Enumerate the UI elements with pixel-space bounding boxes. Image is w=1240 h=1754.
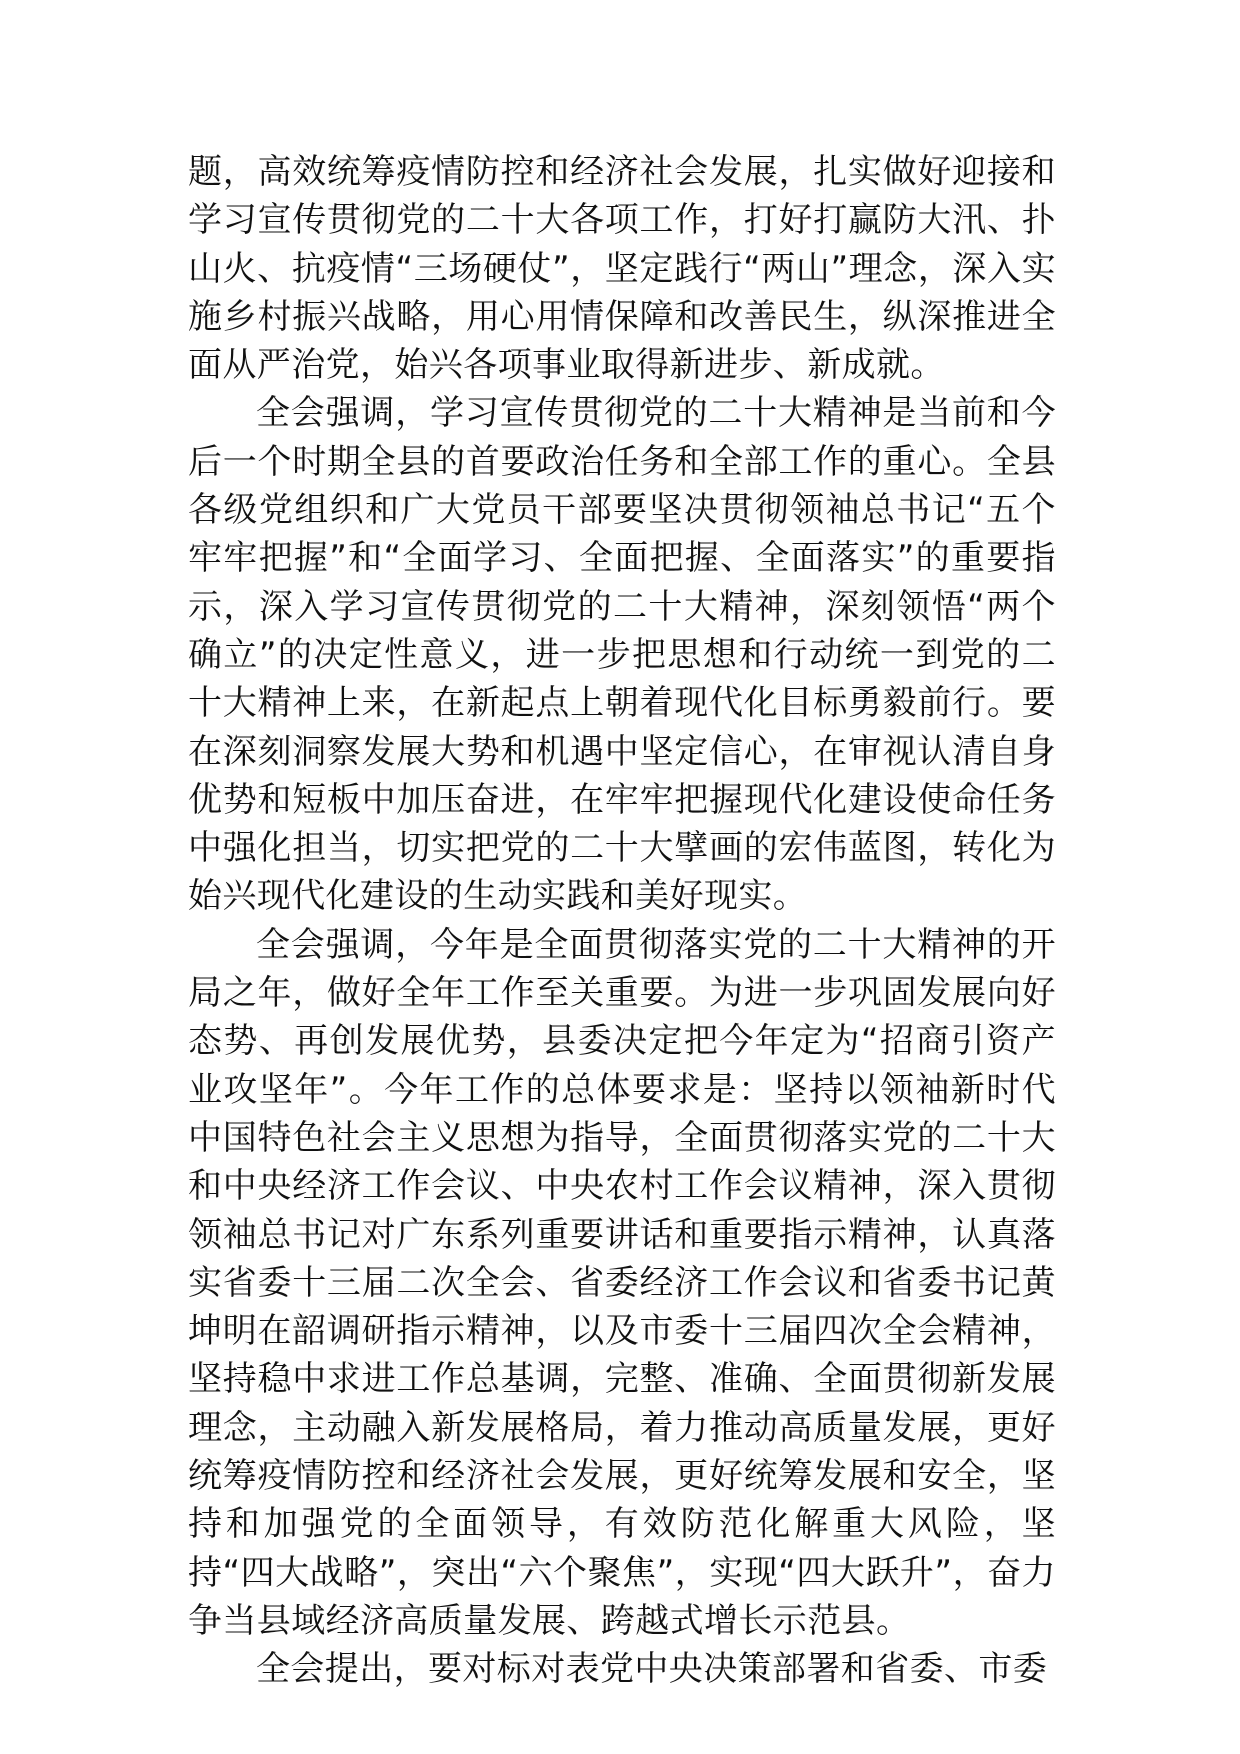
paragraph-study-spirit: 全会强调，学习宣传贯彻党的二十大精神是当前和今后一个时期全县的首要政治任务和全部工作的重心。全县各级党组织和广大党员干部要坚决贯彻领袖总书记“五个牢牢把握”和“全面学习、全面把握、全面落实”的重要指示，深入学习宣传贯彻党的二十大精神，深刻领悟“两个确立”的决定性意义，进一步把思想和行动统一到党的二十大精神上来，在新起点上朝着现代化目标勇毅前行。要在深刻洞察发展大势和机遇中坚定信心，在审视认清自身优势和短板中加压奋进，在牢牢把握现代化建设使命任务中强化担当，切实把党的二十大擘画的宏伟蓝图，转化为始兴现代化建设的生动实践和美好现实。 [188,393,1056,917]
paragraph-continuation: 题，高效统筹疫情防控和经济社会发展，扎实做好迎接和学习宣传贯彻党的二十大各项工作，打好打赢防大汛、扑山火、抗疫情“三场硬仗”，坚定践行“两山”理念，深入实施乡村振兴战略，用心用情保障和改善民生，纵深推进全面从严治党，始兴各项事业取得新进步、新成就。 [188,152,1056,386]
paragraph-plenary-proposal: 全会提出，要对标对表党中央决策部署和省委、市委 [256,1649,1048,1690]
paragraph-annual-requirements: 全会强调，今年是全面贯彻落实党的二十大精神的开局之年，做好全年工作至关重要。为进一步巩固发展向好态势、再创发展优势，县委决定把今年定为“招商引资产业攻坚年”。今年工作的总体要求是：坚持以领袖新时代中国特色社会主义思想为指导，全面贯彻落实党的二十大和中央经济工作会议、中央农村工作会议精神，深入贯彻领袖总书记对广东系列重要讲话和重要指示精神，认真落实省委十三届二次全会、省委经济工作会议和省委书记黄坤明在韶调研指示精神，以及市委十三届四次全会精神，坚持稳中求进工作总基调，完整、准确、全面贯彻新发展理念，主动融入新发展格局，着力推动高质量发展，更好统筹疫情防控和经济社会发展，更好统筹发展和安全，坚持和加强党的全面领导，有效防范化解重大风险，坚持“四大战略”，突出“六个聚焦”，实现“四大跃升”，奋力争当县域经济高质量发展、跨越式增长示范县。 [188,924,1056,1641]
document-page [188,148,1056,1694]
